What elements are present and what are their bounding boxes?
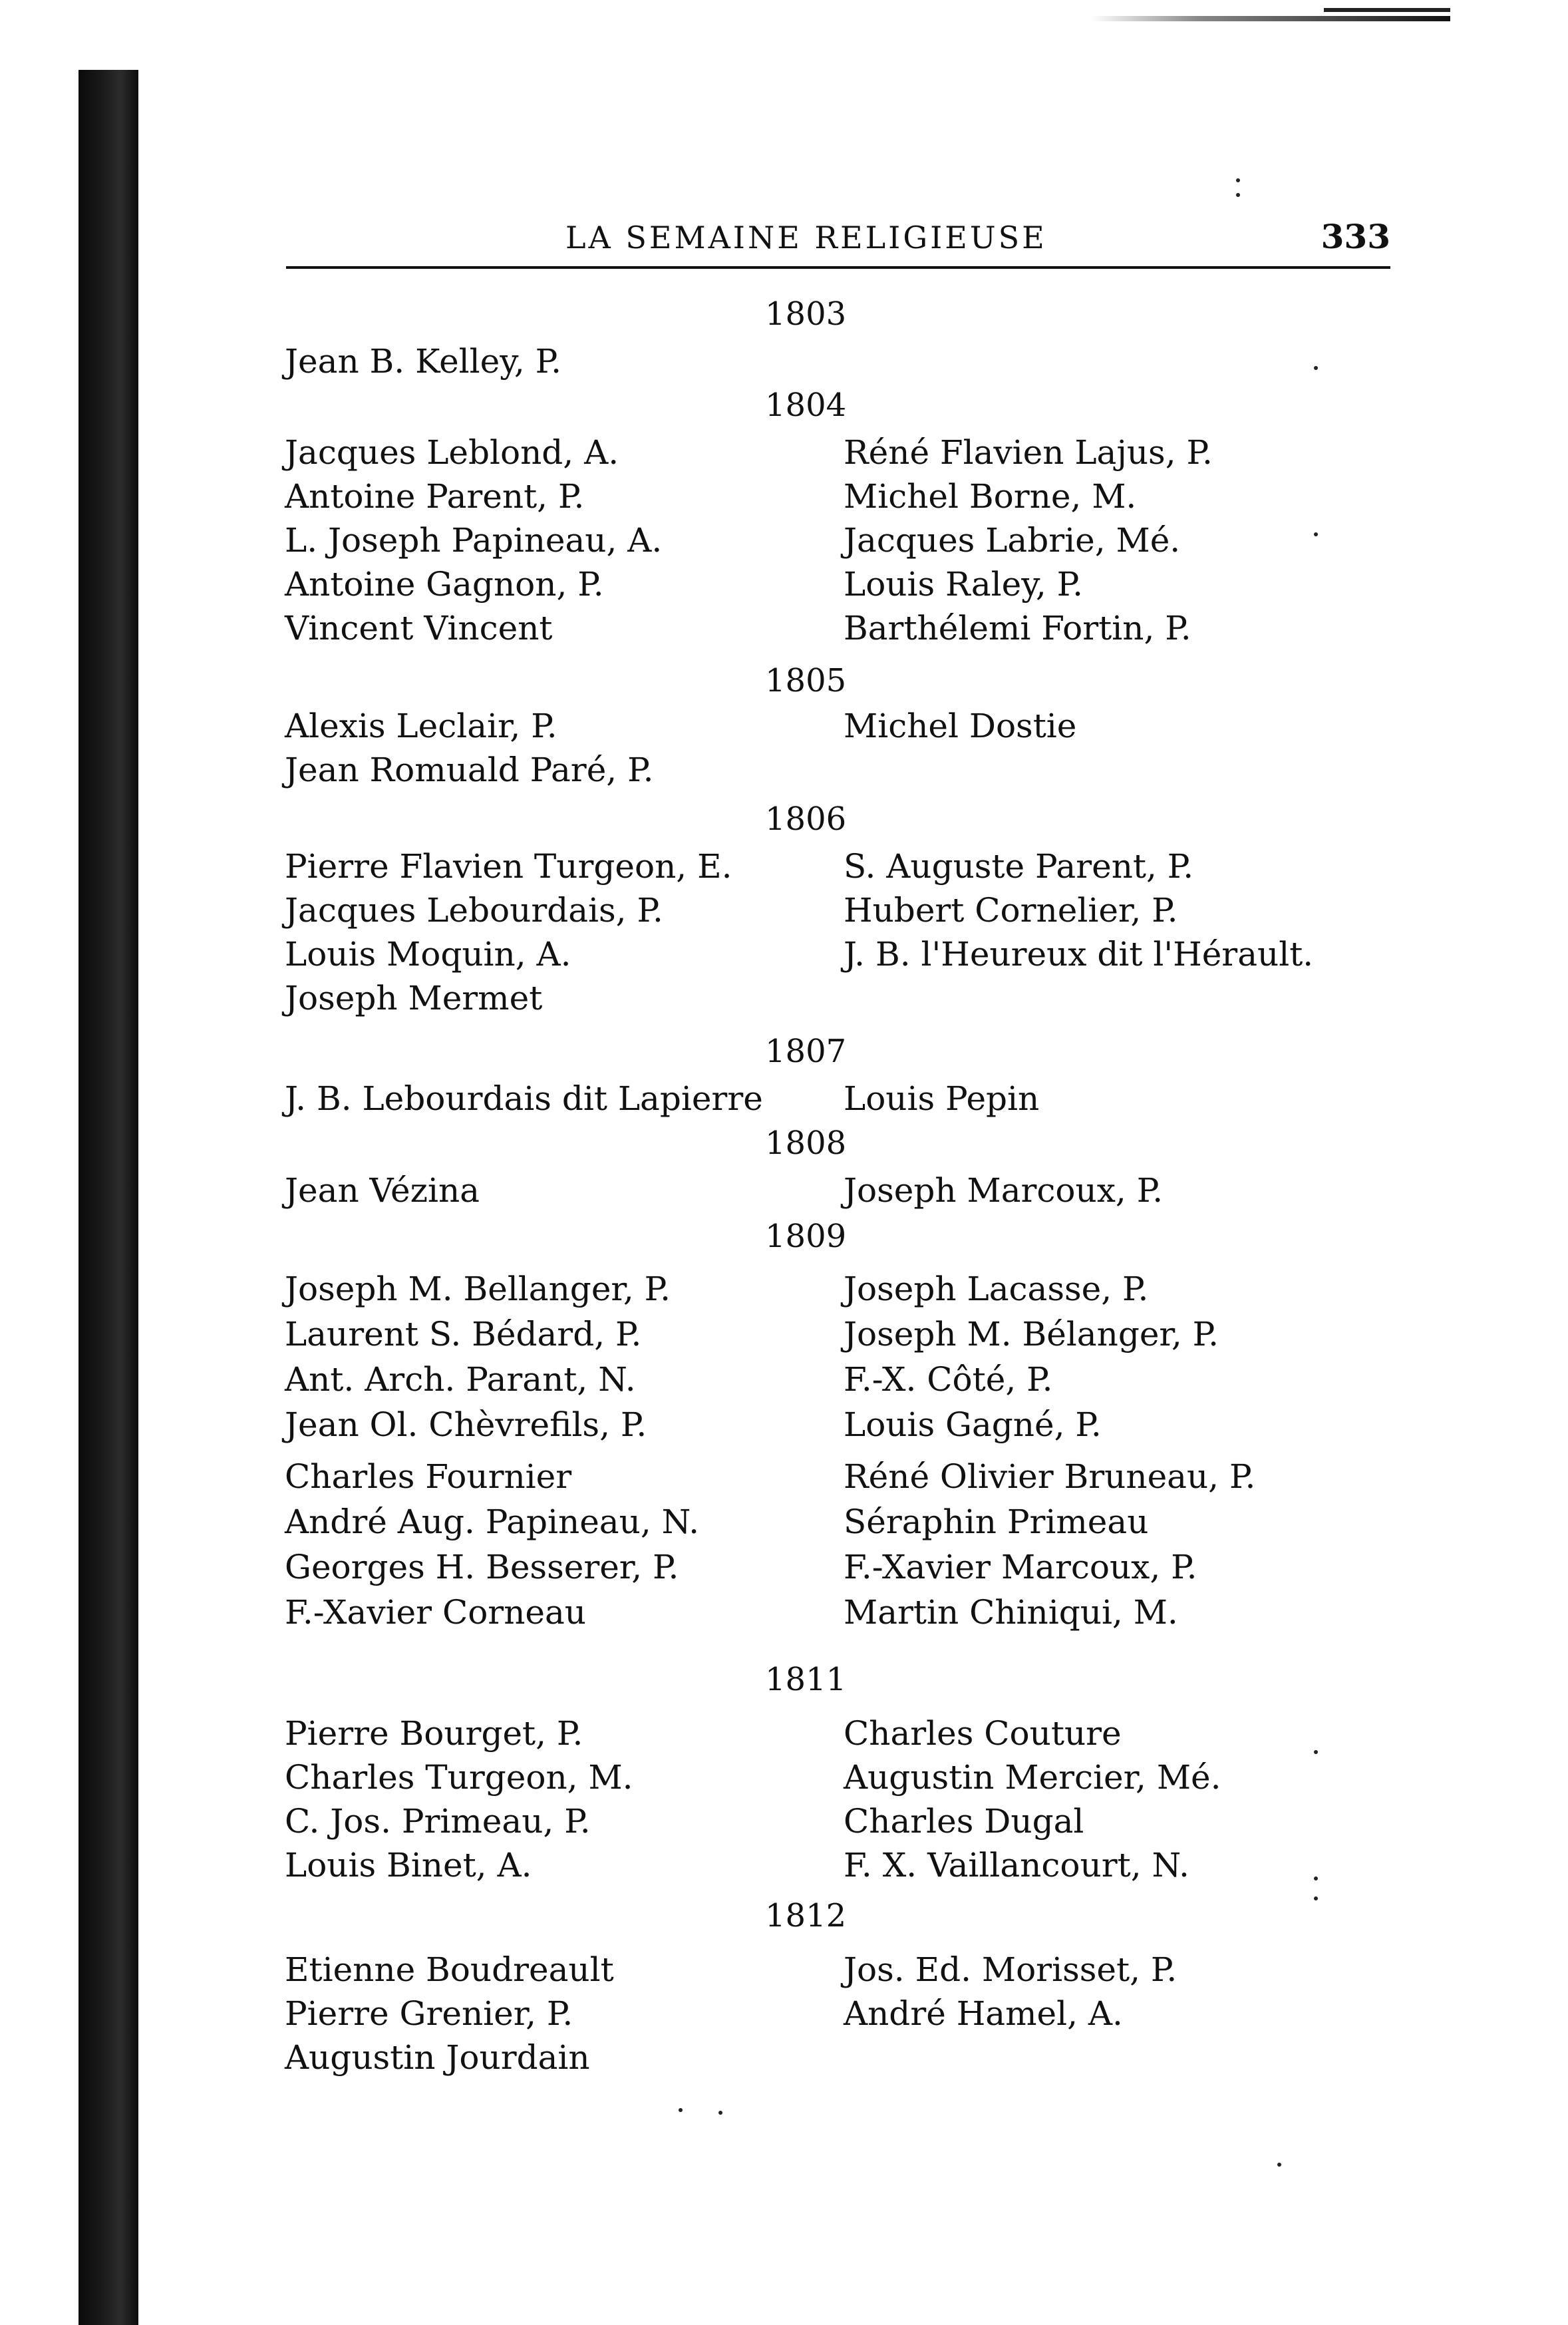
name-entry: Martin Chiniqui, M. xyxy=(844,1593,1178,1632)
scan-speck xyxy=(1236,178,1240,182)
scan-speck xyxy=(1314,366,1318,370)
year-heading: 1809 xyxy=(765,1218,847,1255)
name-entry: Charles Turgeon, M. xyxy=(285,1758,633,1797)
name-entry: Etienne Boudreault xyxy=(285,1950,614,1989)
name-entry: Joseph Mermet xyxy=(285,979,543,1017)
year-heading: 1808 xyxy=(765,1125,847,1162)
name-entry: Jean B. Kelley, P. xyxy=(285,342,562,381)
name-entry: Charles Couture xyxy=(844,1714,1122,1753)
name-entry: Alexis Leclair, P. xyxy=(285,707,557,745)
scan-speck xyxy=(679,2108,683,2112)
name-entry: Georges H. Besserer, P. xyxy=(285,1548,679,1586)
scan-speck xyxy=(1314,1896,1318,1900)
name-entry: Hubert Cornelier, P. xyxy=(844,891,1178,930)
name-entry: Charles Fournier xyxy=(285,1457,572,1496)
name-entry: J. B. Lebourdais dit Lapierre xyxy=(285,1079,763,1118)
scan-speck xyxy=(1277,2163,1281,2167)
name-entry: Joseph Marcoux, P. xyxy=(844,1171,1164,1210)
name-entry: J. B. l'Heureux dit l'Hérault. xyxy=(844,935,1314,974)
name-entry: F.-X. Côté, P. xyxy=(844,1360,1053,1399)
name-entry: Jean Romuald Paré, P. xyxy=(285,751,654,789)
scan-speck xyxy=(1314,1877,1318,1880)
name-entry: Antoine Gagnon, P. xyxy=(285,565,604,604)
name-entry: F.-Xavier Corneau xyxy=(285,1593,587,1632)
scan-speck xyxy=(718,2111,722,2115)
name-entry: André Hamel, A. xyxy=(844,1994,1123,2033)
name-entry: Louis Raley, P. xyxy=(844,565,1084,604)
name-entry: Joseph Lacasse, P. xyxy=(844,1270,1149,1308)
name-entry: F. X. Vaillancourt, N. xyxy=(844,1846,1189,1884)
scan-mark xyxy=(1324,8,1450,12)
name-entry: Augustin Jourdain xyxy=(285,2038,590,2077)
scan-binding-edge xyxy=(78,70,138,2325)
name-entry: Séraphin Primeau xyxy=(844,1503,1149,1541)
year-heading: 1811 xyxy=(765,1661,847,1698)
name-entry: L. Joseph Papineau, A. xyxy=(285,521,663,560)
name-entry: Louis Pepin xyxy=(844,1079,1040,1118)
page-number: 333 xyxy=(1321,217,1390,256)
page-header-title: LA SEMAINE RELIGIEUSE xyxy=(565,220,1047,256)
name-entry: Vincent Vincent xyxy=(285,609,553,647)
name-entry: Jean Ol. Chèvrefils, P. xyxy=(285,1405,647,1444)
name-entry: Charles Dugal xyxy=(844,1802,1084,1841)
name-entry: Pierre Bourget, P. xyxy=(285,1714,583,1753)
running-head xyxy=(286,208,1390,261)
name-entry: Jacques Lebourdais, P. xyxy=(285,891,663,930)
scan-speck xyxy=(1314,1750,1318,1754)
name-entry: C. Jos. Primeau, P. xyxy=(285,1802,591,1841)
name-entry: Michel Borne, M. xyxy=(844,477,1137,516)
name-entry: Jacques Labrie, Mé. xyxy=(844,521,1181,560)
name-entry: Barthélemi Fortin, P. xyxy=(844,609,1191,647)
year-heading: 1806 xyxy=(765,801,847,838)
name-entry: Réné Flavien Lajus, P. xyxy=(844,433,1213,472)
year-heading: 1804 xyxy=(765,387,847,424)
scan-speck xyxy=(1314,532,1318,536)
name-entry: Louis Gagné, P. xyxy=(844,1405,1102,1444)
year-heading: 1812 xyxy=(765,1897,847,1934)
scan-speck xyxy=(1236,193,1240,197)
name-entry: Joseph M. Bellanger, P. xyxy=(285,1270,671,1308)
year-heading: 1805 xyxy=(765,662,847,699)
header-rule xyxy=(286,266,1390,269)
name-entry: André Aug. Papineau, N. xyxy=(285,1503,700,1541)
name-entry: Ant. Arch. Parant, N. xyxy=(285,1360,636,1399)
name-entry: Antoine Parent, P. xyxy=(285,477,585,516)
name-entry: Jean Vézina xyxy=(285,1171,480,1210)
name-entry: Pierre Flavien Turgeon, E. xyxy=(285,847,732,886)
name-entry: Réné Olivier Bruneau, P. xyxy=(844,1457,1256,1496)
name-entry: Michel Dostie xyxy=(844,707,1077,745)
name-entry: Jos. Ed. Morisset, P. xyxy=(844,1950,1177,1989)
name-entry: S. Auguste Parent, P. xyxy=(844,847,1194,886)
name-entry: F.-Xavier Marcoux, P. xyxy=(844,1548,1197,1586)
year-heading: 1803 xyxy=(765,295,847,333)
year-heading: 1807 xyxy=(765,1033,847,1070)
name-entry: Jacques Leblond, A. xyxy=(285,433,619,472)
name-entry: Laurent S. Bédard, P. xyxy=(285,1315,642,1353)
name-entry: Pierre Grenier, P. xyxy=(285,1994,573,2033)
name-entry: Augustin Mercier, Mé. xyxy=(844,1758,1221,1797)
name-entry: Joseph M. Bélanger, P. xyxy=(844,1315,1219,1353)
name-entry: Louis Moquin, A. xyxy=(285,935,571,974)
scan-mark xyxy=(1091,16,1450,21)
name-entry: Louis Binet, A. xyxy=(285,1846,532,1884)
